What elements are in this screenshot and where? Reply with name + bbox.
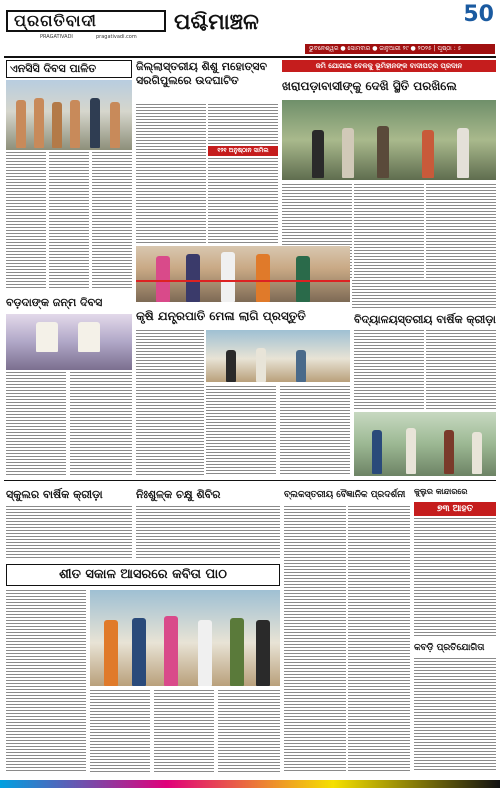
annual-sports-text — [6, 506, 132, 560]
science-text-col2 — [348, 506, 410, 772]
anniversary-number: 50 — [463, 2, 494, 27]
school-sports-text-col2 — [426, 330, 496, 410]
headline-science-expo: ବ୍ଲକସ୍ତରୀୟ ବୈଜ୍ଞାନିକ ପ୍ରଦର୍ଶନୀ — [284, 490, 406, 500]
anniversary-logo — [430, 2, 494, 34]
krishi-photo — [206, 330, 350, 382]
headline-kabaddi: କବଡ଼ି ପ୍ରତିଯୋଗିତା — [414, 643, 485, 653]
collector-kicker: ଜମି ଯୋଗାଇ ବେଳକୁ ଭୂମିହୀନଙ୍କ ବାଦୀପତ୍ର ପ୍ରଦାନ — [282, 60, 496, 72]
headline-school-sports: ବିଦ୍ୟାଳୟସ୍ତରୀୟ ବାର୍ଷିକ କ୍ରୀଡ଼ା — [354, 313, 496, 326]
kabaddi-text-top — [414, 518, 496, 638]
headline-child-fest: ଜିଲ୍ଲାସ୍ତରୀୟ ଶିଶୁ ମହୋତ୍ସବ ସରଗିପୁଲରେ ଉଦଘାଟିତ — [136, 60, 267, 87]
child-fest-box: ୧୨୧ ଅନୁଷ୍ଠାନ ସାମିଲ — [208, 146, 278, 156]
newspaper-logo — [6, 10, 166, 32]
headline-ncc: ଏନସିସି ଦିବସ ପାଳିତ — [6, 60, 132, 78]
krishi-text-col1 — [136, 330, 204, 476]
headline-eye-camp: ନିଃଶୁଳ୍କ ଚକ୍ଷୁ ଶିବିର — [136, 488, 221, 501]
headline-collector: ଖରାପଡ଼ାବାସୀଙ୍କୁ ଦେଖି ସ୍ଥିତି ପରଖିଲେ — [282, 79, 457, 93]
krishi-text-col3 — [280, 386, 350, 476]
poetry-text-col1 — [6, 590, 86, 772]
headline-annual-sports: ସ୍କୁଲର ବାର୍ଷିକ କ୍ରୀଡ଼ା — [6, 488, 103, 501]
kabaddi-text-bottom — [414, 658, 496, 772]
krishi-text-col2 — [206, 386, 276, 476]
headline-birthday: ବଡ଼ଦାଙ୍କ ଜନ୍ମ ଦିବସ — [6, 296, 103, 309]
headline-poetry: ଶୀତ ସକାଳ ଆସରରେ କବିତା ପାଠ — [6, 564, 280, 586]
section-title: ପଶ୍ଚିମାଞ୍ଚଳ — [174, 9, 259, 35]
child-fest-text-col3 — [208, 158, 278, 244]
birthday-text-col1 — [6, 372, 66, 476]
school-sports-text-col1 — [354, 330, 424, 410]
ncc-text-col1 — [6, 152, 46, 290]
birthday-text-col2 — [70, 372, 132, 476]
logo-text: ପ୍ରଗତିବାଦୀ — [14, 11, 97, 30]
masthead-rule — [4, 56, 496, 58]
poetry-text-col4 — [218, 690, 280, 772]
eye-camp-text — [136, 506, 280, 560]
logo-sub: PRAGATIVADI — [40, 34, 73, 40]
kabaddi-count: ୭୩ ଆହତ — [414, 502, 496, 516]
web-address: pragativadi.com — [96, 34, 137, 40]
date-line: ଭୁବନେଶ୍ୱର ● ସୋମବାର ● ଜାନୁଆରୀ ୨୯ ● ୨୦୨୫ | ପୃଷ୍ଠା : ୫ — [305, 44, 495, 54]
science-text-col1 — [284, 506, 346, 772]
poetry-photo — [90, 590, 280, 686]
collector-photo — [282, 100, 496, 180]
ribbon-cutting-photo — [136, 246, 350, 302]
collector-text-col3 — [426, 184, 496, 278]
ncc-photo — [6, 80, 132, 150]
kabaddi-kicker: କୁଲୁର କାନ୍ଦାରରେ — [414, 486, 468, 496]
birthday-photo — [6, 314, 132, 370]
section-rule — [4, 480, 496, 481]
collector-text-cont — [352, 280, 496, 310]
school-sports-photo — [354, 412, 496, 476]
ncc-text-col2 — [49, 152, 89, 290]
child-fest-text-col1 — [136, 104, 206, 244]
poetry-text-col2 — [90, 690, 150, 772]
headline-krishi: କୃଷି ଯନ୍ତ୍ରପାତି ମେଳା ଲାଗି ପ୍ରସ୍ତୁତି — [136, 309, 306, 323]
collector-text-col2 — [354, 184, 424, 278]
color-registration-bar — [0, 780, 500, 788]
ncc-text-col3 — [92, 152, 132, 290]
poetry-text-col3 — [154, 690, 214, 772]
child-fest-text-col2 — [208, 104, 278, 144]
